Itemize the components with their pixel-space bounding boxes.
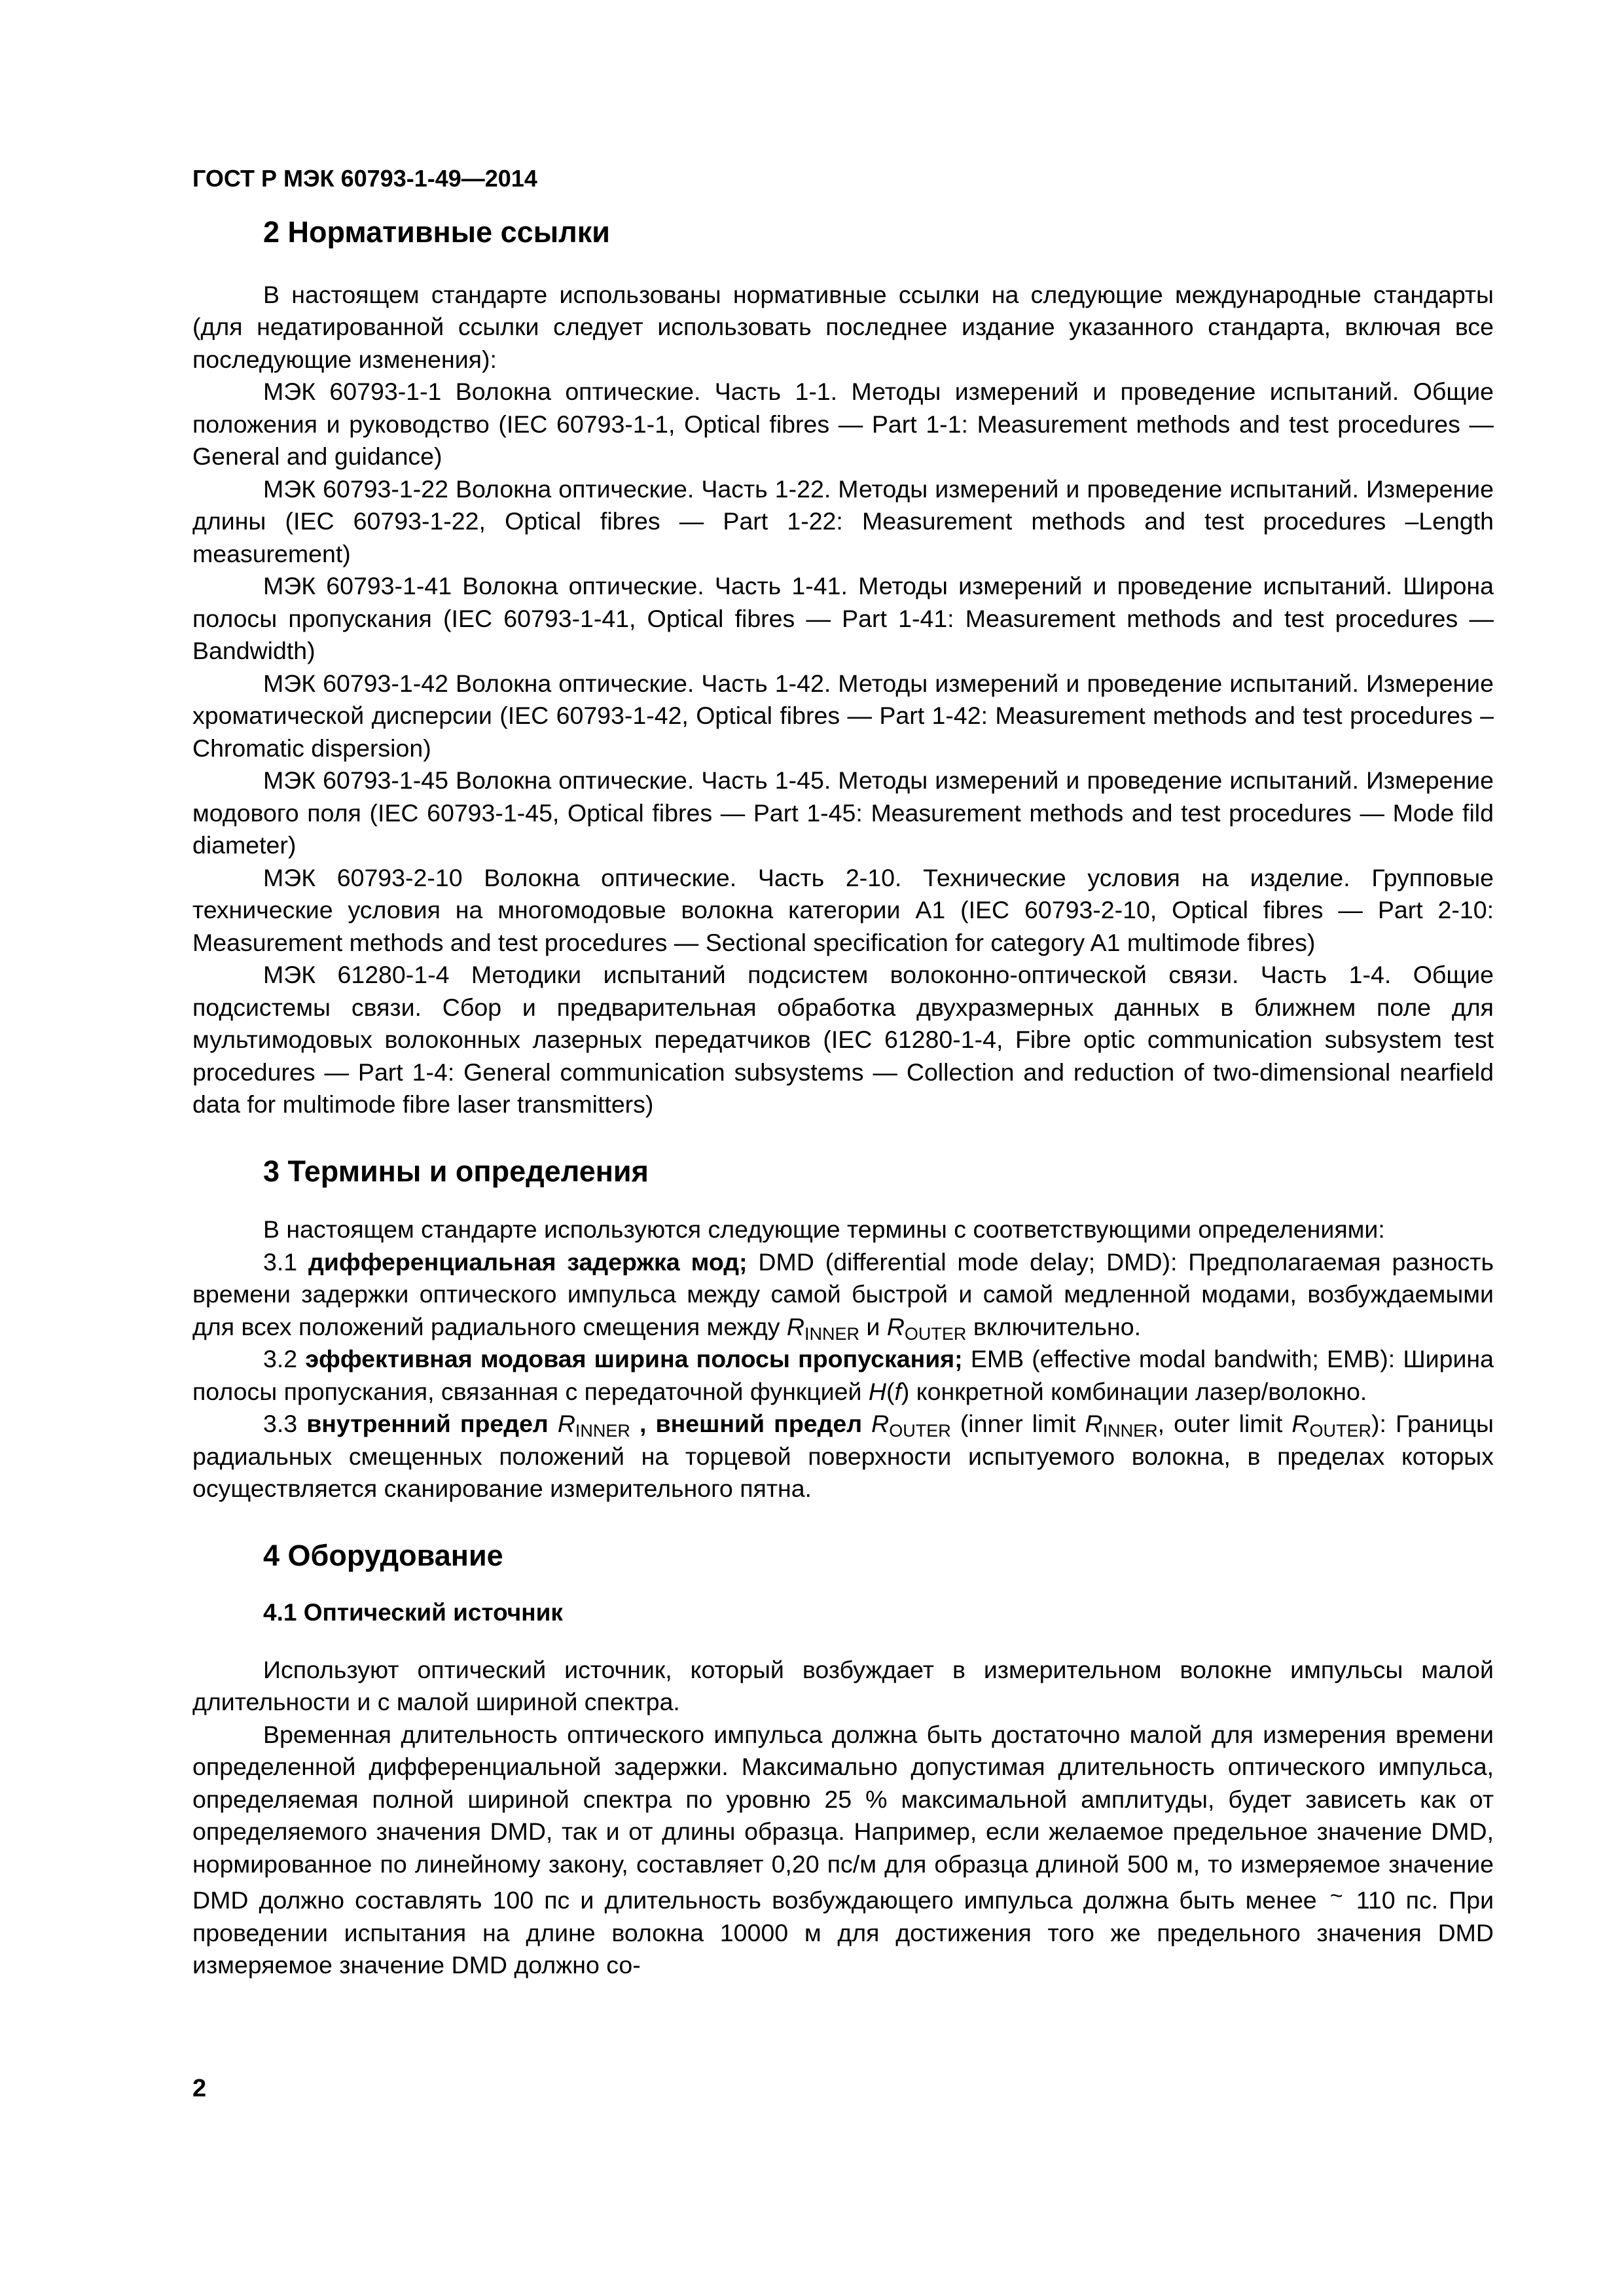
normative-reference: МЭК 60793-1-41 Волокна оптические. Часть 1-41. Методы измерений и проведение испытаний. Широна полосы пропускания (IEC 60793-1-41, Optical fibres — Part 1-41: Measurement methods and test procedures — Bandwidth) — [192, 572, 1494, 664]
term-name: эффективная модовая ширина полосы пропускания; — [305, 1345, 963, 1372]
section-2-title: 2 Нормативные ссылки — [263, 215, 610, 249]
section-3-title: 3 Термины и определения — [263, 1154, 649, 1188]
normative-reference: МЭК 60793-1-45 Волокна оптические. Часть 1-45. Методы измерений и проведение испытаний. Измерение модового поля (IEC 60793-1-45, Optical fibres — Part 1-45: Measurement methods and test procedures — Mode fild diameter) — [192, 766, 1494, 859]
paren: ( — [886, 1377, 895, 1405]
symbol-r: R — [871, 1410, 890, 1437]
normative-reference: МЭК 60793-2-10 Волокна оптические. Часть 2-10. Технические условия на изделие. Групповые технические условия на многомодовые волокна категории А1 (IEC 60793-2-10, Optical fibres — Part 2-10: Measurement methods and test procedures — Sectional specification for category A1 multimode fibres) — [192, 863, 1494, 956]
section-4-title: 4 Оборудование — [263, 1538, 503, 1572]
term-number: 3.3 — [263, 1410, 307, 1437]
term-number: 3.2 — [263, 1345, 306, 1372]
symbol-r: R — [1085, 1410, 1103, 1437]
term-definition-3-3 — [192, 1408, 1494, 1505]
normative-reference: МЭК 60793-1-1 Волокна оптические. Часть 1-1. Методы измерений и проведение испытаний. Общие положения и руководство (IEC 60793-1-1, Optical fibres — Part 1-1: Measurement methods and test procedures — General and guidance) — [192, 378, 1494, 470]
separator: , — [630, 1410, 656, 1437]
symbol-r: R — [557, 1410, 575, 1437]
page-number: 2 — [192, 2075, 207, 2102]
symbol-f: f — [894, 1377, 901, 1405]
paragraph: Используют оптический источник, который возбуждает в измерительном волокне импульсы малой длительности и с малой шириной спектра. — [192, 1655, 1494, 1715]
conjunction: и — [859, 1312, 887, 1340]
subscript-inner: INNER — [804, 1323, 860, 1344]
term-text: включительно. — [966, 1312, 1142, 1340]
symbol-r: R — [886, 1312, 905, 1340]
term-definition-3-2 — [192, 1343, 1494, 1408]
subsection-4-1-title: 4.1 Оптический источник — [263, 1599, 563, 1626]
subscript-outer: OUTER — [1309, 1420, 1371, 1441]
term-name: дифференциальная задержка мод; — [308, 1247, 748, 1276]
term-text: конкретной комбинации лазер/волокно. — [909, 1377, 1367, 1405]
paragraph-text: Временная длительность оптического импульса должна быть достаточно малой для измерения времени определенной дифференциальной задержки. Максимально допустимая длительность оптического импульса, определяемая полной шириной спектра по уровню 25 % максимальной амплитуды, будет зависеть как от определяемого значения DMD, так и от длины образца. Например, если желаемое предельное значение DMD, нормированное по линейному закону, составляет 0,20 пс/м для образца длиной 500 м, то измеряемое значение DMD должно составлять 100 пс и длительность возбуждающего импульса должна быть менее — [192, 1720, 1494, 1914]
approx-symbol: ~ — [1329, 1884, 1343, 1909]
subscript-inner: INNER — [1102, 1420, 1158, 1441]
normative-reference: МЭК 61280-1-4 Методики испытаний подсистем волоконно-оптической связи. Часть 1-4. Общие подсистемы связи. Сбор и предварительная обработка двухразмерных данных в ближнем поле для мультимодовых волоконных лазерных передатчиков (IEC 61280-1-4, Fibre optic communication subsystem test procedures — Part 1-4: General communication subsystems — Collection and reduction of two-dimensional nearfield data for multimode fibre laser transmitters) — [192, 961, 1494, 1118]
subscript-outer: OUTER — [904, 1323, 967, 1344]
symbol-h: H — [868, 1377, 886, 1405]
symbol-r: R — [786, 1312, 804, 1340]
term-text: DMD (differential mode delay; DMD): Предполагаемая разность времени задержки оптического импульса между самой быстрой и самой медленной модами, возбуждаемыми для всех положений радиального смещения между — [192, 1247, 1494, 1340]
section-2-intro: В настоящем стандарте использованы нормативные ссылки на следующие международные стандарты (для недатированной ссылки следует использовать последнее издание указанного стандарта, включая все последующие изменения): — [192, 280, 1494, 373]
subscript-outer: OUTER — [889, 1420, 951, 1441]
term-text: (inner limit — [950, 1410, 1085, 1437]
section-3-intro: В настоящем стандарте используются следующие термины с соответствующими определениями: — [263, 1215, 1385, 1243]
document-body — [192, 216, 1494, 1982]
term-text: EMB (effective modal bandwith; EMB): Ширина полосы пропускания, связанная с передаточной функцией — [192, 1345, 1494, 1405]
normative-reference: МЭК 60793-1-42 Волокна оптические. Часть 1-42. Методы измерений и проведение испытаний. Измерение хроматической дисперсии (IEC 60793-1-42, Optical fibres — Part 1-42: Measurement methods and test procedures –Chromatic dispersion) — [192, 669, 1494, 762]
normative-reference: МЭК 60793-1-22 Волокна оптические. Часть 1-22. Методы измерений и проведение испытаний. Измерение длины (IEC 60793-1-22, Optical fibres — Part 1-22: Measurement methods and test procedures –Length measurement) — [192, 475, 1494, 567]
term-text: , outer limit — [1157, 1410, 1292, 1437]
document-header: ГОСТ Р МЭК 60793-1-49—2014 — [192, 165, 537, 192]
term-definition-3-1 — [192, 1246, 1494, 1344]
paren: ) — [901, 1377, 910, 1405]
paragraph — [192, 1719, 1494, 1982]
symbol-r: R — [1291, 1410, 1310, 1437]
term-text: ): Границы радиальных смещенных положений на торцевой поверхности испытуемого волокна, в пределах которых осуществляется сканирование измерительного пятна. — [192, 1410, 1494, 1502]
term-number: 3.1 — [263, 1247, 309, 1276]
term-name: внешний предел — [655, 1410, 872, 1437]
paragraph-text: 110 пс. При проведении испытания на длине волокна 10000 м для достижения того же предельного значения DMD измеряемое значение DMD должно со- — [192, 1886, 1494, 1979]
term-name: внутренний предел — [306, 1410, 558, 1437]
subscript-inner: INNER — [575, 1420, 630, 1441]
